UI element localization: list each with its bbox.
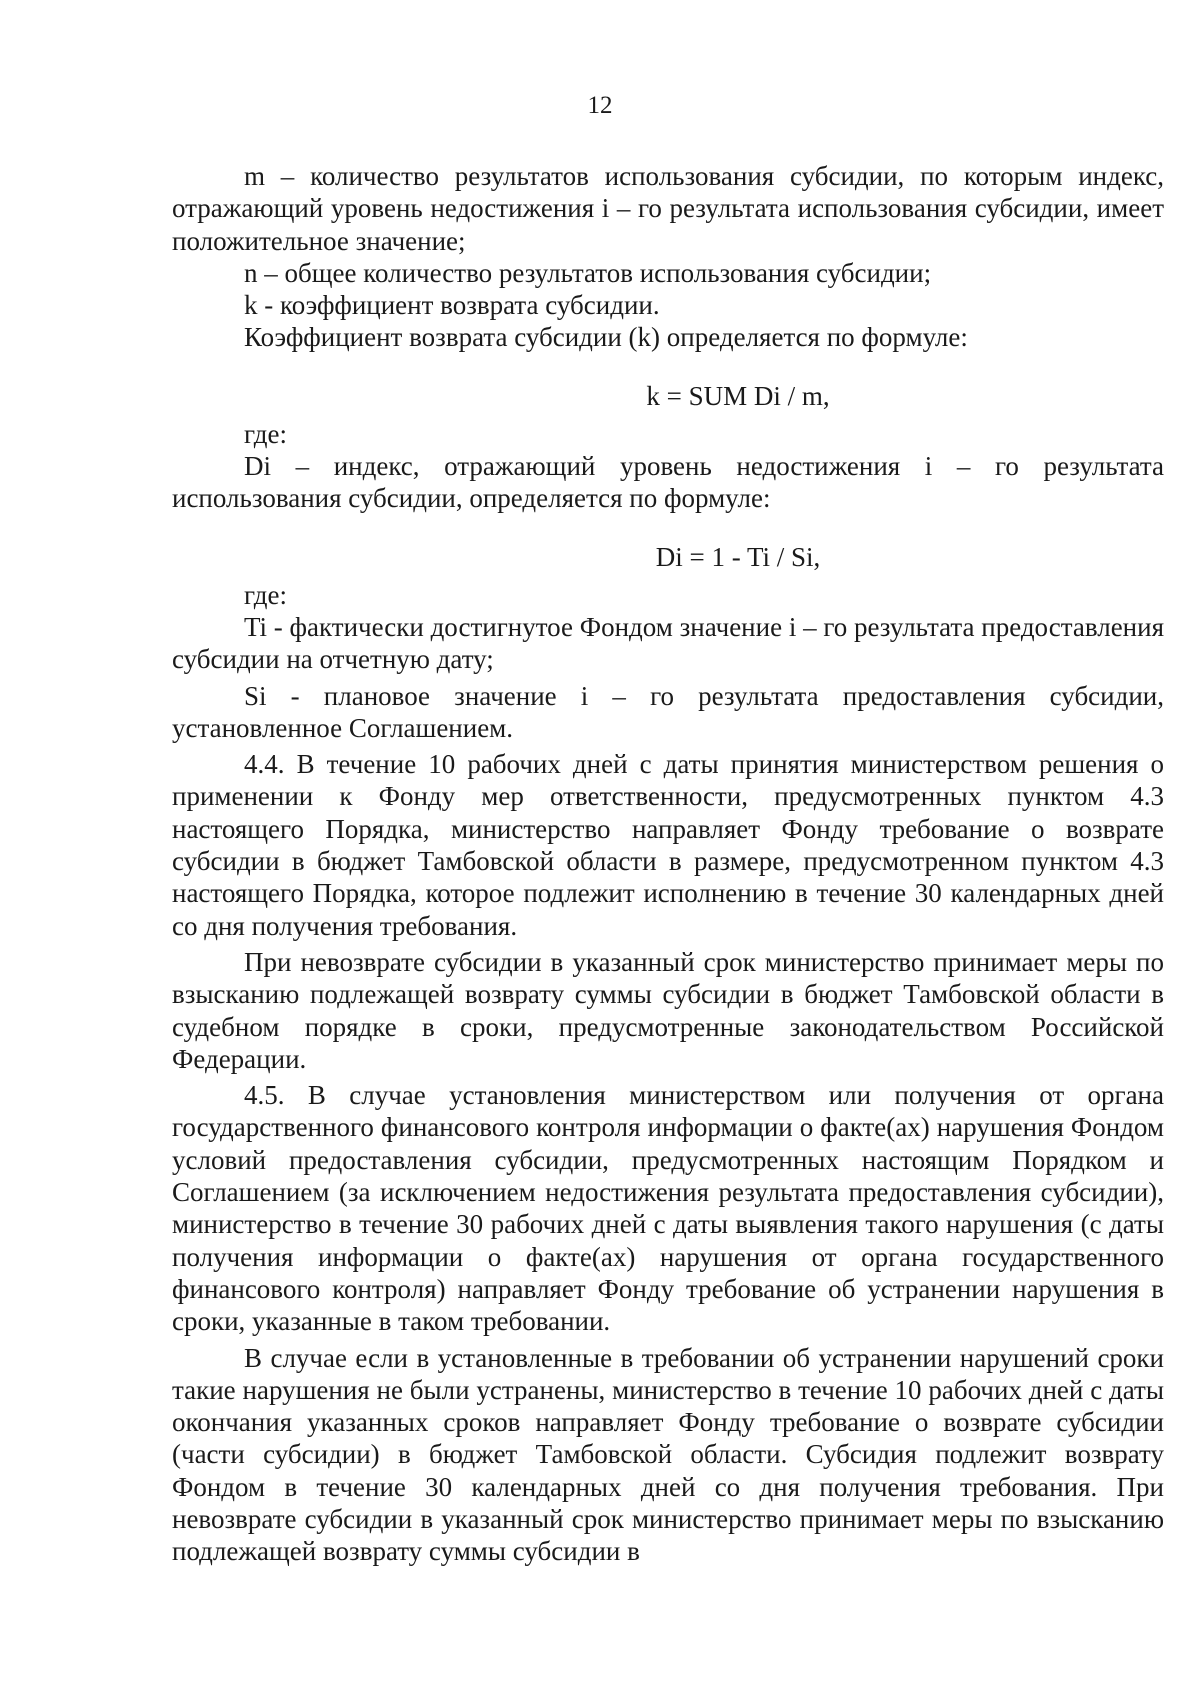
paragraph-where-1: где: (244, 418, 287, 449)
formula-k: k = SUM Di / m, (646, 380, 830, 411)
document-body (172, 160, 1164, 1568)
formula-di: Di = 1 - Ti / Si, (655, 541, 821, 572)
paragraph-ti-definition: Ti - фактически достигнутое Фондом значение i – го результата предоставления субсидии на отчетную дату; (172, 611, 1164, 675)
paragraph-where-2: где: (244, 579, 287, 610)
paragraph-m-definition: m – количество результатов использования субсидии, по которым индекс, отражающий уровень недостижения i – го результата использования субсидии, имеет положительное значение; (172, 161, 1164, 256)
paragraph-k-definition: k - коэффициент возврата субсидии. (244, 290, 660, 321)
paragraph-violation-case: В случае если в установленные в требовании об устранении нарушений сроки такие нарушения не были устранены, министерство в течение 10 рабочих дней с даты окончания указанных сроков направляет Фонду требование о возврате субсидии (части субсидии) в бюджет Тамбовской области. Субсидия подлежит возврату Фондом в течение 30 календарных дней со дня получения требования. При невозврате субсидии в указанный срок министерство принимает меры по взысканию подлежащей возврату суммы субсидии в (172, 1342, 1164, 1567)
paragraph-di-definition: Di – индекс, отражающий уровень недостижения i – го результата использования субсидии, определяется по формуле: (172, 451, 1164, 514)
paragraph-nonreturn: При невозврате субсидии в указанный срок министерство принимает меры по взысканию подлежащей возврату суммы субсидии в бюджет Тамбовской области в судебном порядке в сроки, предусмотренные законодательством Российской Федерации. (172, 946, 1164, 1074)
paragraph-n-definition: n – общее количество результатов использования субсидии; (244, 257, 932, 288)
paragraph-k-formula-intro: Коэффициент возврата субсидии (k) определяется по формуле: (244, 322, 968, 353)
paragraph-4-5: 4.5. В случае установления министерством или получения от органа государственного финансового контроля информации о факте(ах) нарушения Фондом условий предоставления субсидии, предусмотренных настоящим Порядком и Соглашением (за исключением недостижения результата предоставления субсидии), министерство в течение 30 рабочих дней с даты выявления такого нарушения (с даты получения информации о факте(ах) нарушения от органа государственного финансового контроля) направляет Фонду требование об устранении нарушения в сроки, указанные в таком требовании. (172, 1080, 1164, 1337)
page-number: 12 (587, 92, 613, 119)
paragraph-si-definition: Si - плановое значение i – го результата предоставления субсидии, установленное Соглашением. (172, 680, 1164, 743)
paragraph-4-4: 4.4. В течение 10 рабочих дней с даты принятия министерством решения о применении к Фонду мер ответственности, предусмотренных пунктом 4.3 настоящего Порядка, министерство направляет Фонду требование о возврате субсидии в бюджет Тамбовской области в размере, предусмотренном пунктом 4.3 настоящего Порядка, которое подлежит исполнению в течение 30 календарных дней со дня получения требования. (172, 749, 1164, 941)
